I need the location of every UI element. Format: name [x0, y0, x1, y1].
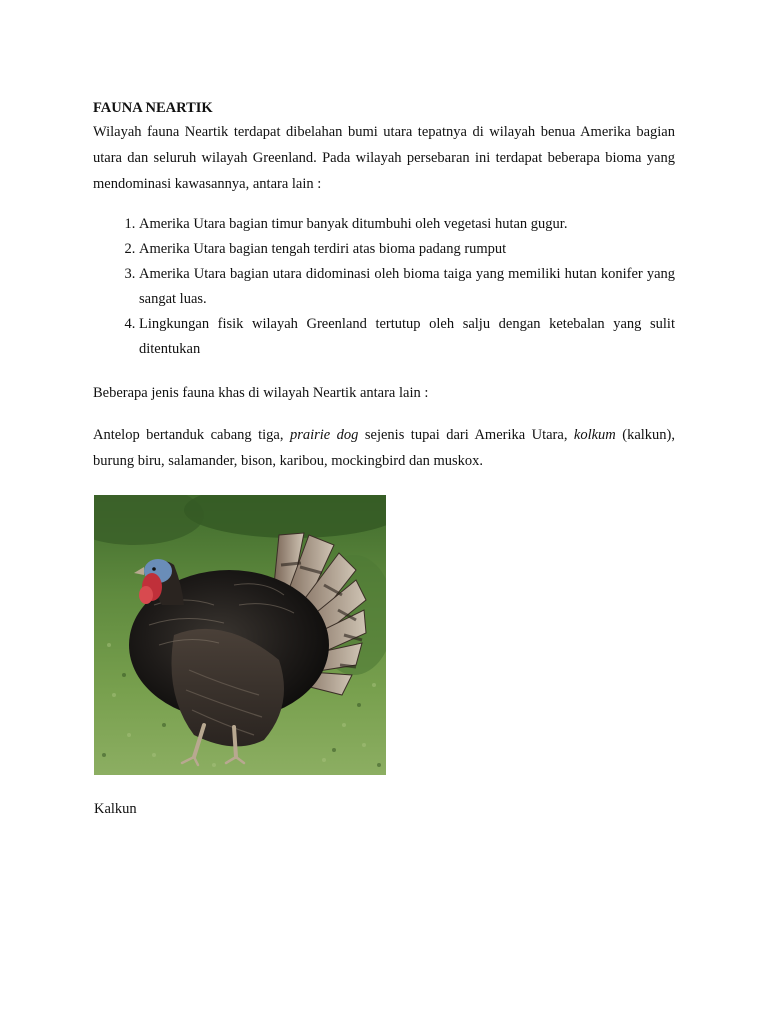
list-item: 4. Lingkungan fisik wilayah Greenland tertutup oleh salju dengan ketebalan yang sulit ditentukan	[139, 312, 675, 362]
turkey-photo	[94, 495, 386, 775]
kolkum-term: kolkum	[573, 427, 616, 443]
document-page	[93, 97, 675, 489]
list-item: 1. Amerika Utara bagian timur banyak ditumbuhi oleh vegetasi hutan gugur.	[139, 212, 675, 237]
photo-caption: Kalkun	[94, 801, 137, 817]
fauna-text-2: sejenis tupai dari Amerika Utara,	[358, 427, 574, 443]
list-item: 2. Amerika Utara bagian tengah terdiri atas bioma padang rumput	[139, 237, 675, 262]
fauna-intro-paragraph: Beberapa jenis fauna khas di wilayah Neartik antara lain :	[93, 385, 429, 401]
list-item: 3. Amerika Utara bagian utara didominasi oleh bioma taiga yang memiliki hutan konifer yang sangat luas.	[139, 262, 675, 312]
prairie-dog-term: prairie dog	[289, 427, 359, 443]
fauna-text-1: Antelop bertanduk cabang tiga,	[93, 427, 290, 443]
page-title: FAUNA NEARTIK	[93, 100, 213, 116]
fauna-text-3: (kalkun), burung biru, salamander, bison, karibou, mockingbird dan muskox.	[93, 427, 675, 469]
biome-list	[93, 212, 675, 362]
intro-paragraph: Wilayah fauna Neartik terdapat dibelahan bumi utara tepatnya di wilayah benua Amerika bagian utara dan seluruh wilayah Greenland. Pada wilayah persebaran ini terdapat beberapa bioma yang mendominasi kawasannya, antara lain :	[93, 124, 675, 192]
fauna-paragraph	[93, 422, 675, 474]
